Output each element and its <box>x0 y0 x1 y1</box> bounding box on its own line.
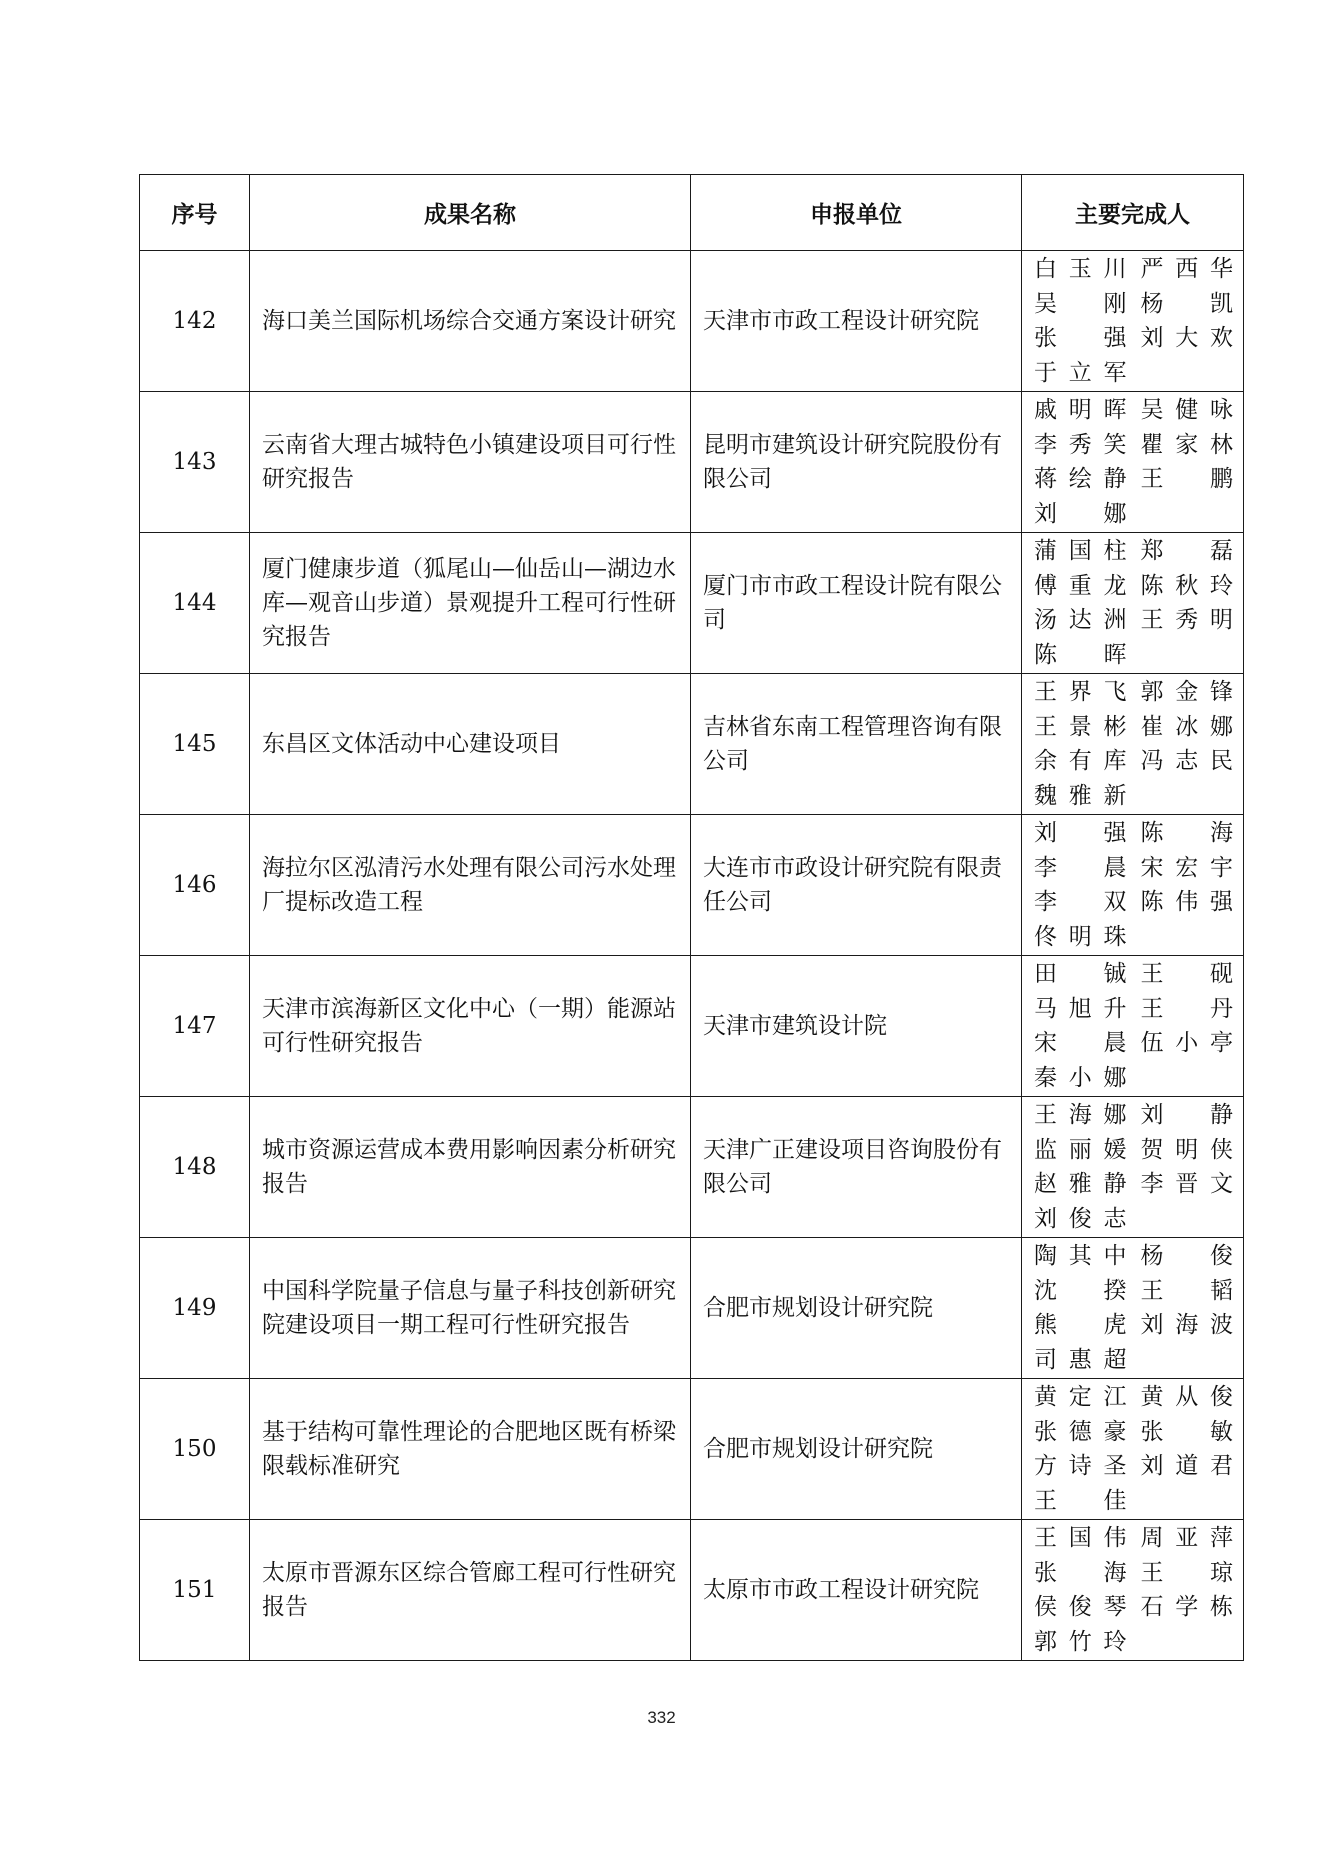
row-people <box>1022 1379 1244 1520</box>
person-name: 瞿家林 <box>1140 431 1233 458</box>
row-unit: 吉林省东南工程管理咨询有限公司 <box>691 674 1022 815</box>
person-name: 王砚 <box>1140 961 1233 987</box>
person-name: 李晋文 <box>1140 1171 1233 1197</box>
row-title: 太原市晋源东区综合管廊工程可行性研究报告 <box>250 1520 691 1661</box>
table-row <box>140 1379 1244 1520</box>
person-name: 刘强 <box>1034 820 1127 846</box>
table-row <box>140 1097 1244 1238</box>
people-list <box>1034 1521 1233 1659</box>
row-seq: 143 <box>140 392 250 533</box>
row-unit: 合肥市规划设计研究院 <box>691 1379 1022 1520</box>
row-unit: 天津市建筑设计院 <box>691 956 1022 1097</box>
person-name: 吴健咏 <box>1140 397 1233 423</box>
row-people <box>1022 1520 1244 1661</box>
people-list <box>1034 675 1233 813</box>
row-people <box>1022 674 1244 815</box>
person-name: 王佳 <box>1034 1487 1127 1514</box>
person-name: 傅重龙 <box>1034 572 1127 599</box>
people-list <box>1034 1380 1233 1518</box>
table-row <box>140 674 1244 815</box>
person-name: 李双 <box>1034 889 1127 915</box>
person-name: 李秀笑 <box>1034 431 1127 458</box>
row-unit: 太原市市政工程设计研究院 <box>691 1520 1022 1661</box>
header-row <box>140 175 1244 251</box>
people-list <box>1034 1239 1233 1377</box>
row-title: 城市资源运营成本费用影响因素分析研究报告 <box>250 1097 691 1238</box>
row-seq: 146 <box>140 815 250 956</box>
person-name: 郑磊 <box>1140 538 1233 564</box>
person-name: 宋宏宇 <box>1140 854 1233 881</box>
person-name: 杨俊 <box>1140 1243 1233 1269</box>
table-row <box>140 533 1244 674</box>
row-unit: 天津市市政工程设计研究院 <box>691 251 1022 392</box>
person-name: 刘娜 <box>1034 500 1127 527</box>
row-unit: 厦门市市政工程设计院有限公司 <box>691 533 1022 674</box>
row-people <box>1022 1097 1244 1238</box>
row-unit: 大连市市政设计研究院有限责任公司 <box>691 815 1022 956</box>
person-name: 刘大欢 <box>1140 325 1233 351</box>
table-row <box>140 392 1244 533</box>
person-name: 白玉川 <box>1034 256 1127 282</box>
person-name: 伍小亭 <box>1140 1030 1233 1056</box>
people-list <box>1034 957 1233 1095</box>
person-name: 刘静 <box>1140 1102 1233 1128</box>
row-seq: 145 <box>140 674 250 815</box>
person-name: 王海娜 <box>1034 1102 1127 1128</box>
person-name: 宋晨 <box>1034 1030 1127 1056</box>
row-title: 云南省大理古城特色小镇建设项目可行性研究报告 <box>250 392 691 533</box>
person-name: 张德豪 <box>1034 1418 1127 1445</box>
person-name: 于立军 <box>1034 359 1127 386</box>
row-unit: 昆明市建筑设计研究院股份有限公司 <box>691 392 1022 533</box>
person-name: 李晨 <box>1034 854 1127 881</box>
person-name: 田铖 <box>1034 961 1127 987</box>
person-name: 石学栋 <box>1140 1594 1233 1620</box>
row-title: 天津市滨海新区文化中心（一期）能源站可行性研究报告 <box>250 956 691 1097</box>
person-name: 戚明晖 <box>1034 397 1127 423</box>
person-name: 崔冰娜 <box>1140 713 1233 740</box>
person-name: 冯志民 <box>1140 748 1233 774</box>
row-seq: 150 <box>140 1379 250 1520</box>
row-title: 海拉尔区泓清污水处理有限公司污水处理厂提标改造工程 <box>250 815 691 956</box>
row-people <box>1022 251 1244 392</box>
people-list <box>1034 1098 1233 1236</box>
person-name: 侯俊琴 <box>1034 1594 1127 1620</box>
person-name: 张海 <box>1034 1559 1127 1586</box>
person-name: 赵雅静 <box>1034 1171 1127 1197</box>
person-name: 王琼 <box>1140 1559 1233 1586</box>
page-number: 332 <box>647 1708 676 1727</box>
person-name: 陈晖 <box>1034 641 1127 668</box>
person-name: 余有库 <box>1034 748 1127 774</box>
row-people <box>1022 1238 1244 1379</box>
row-title: 中国科学院量子信息与量子科技创新研究院建设项目一期工程可行性研究报告 <box>250 1238 691 1379</box>
person-name: 秦小娜 <box>1034 1064 1127 1091</box>
person-name: 贺明侠 <box>1140 1136 1233 1163</box>
person-name: 陈秋玲 <box>1140 572 1233 599</box>
person-name: 周亚萍 <box>1140 1525 1233 1551</box>
row-people <box>1022 392 1244 533</box>
table-header <box>140 175 1244 251</box>
header-unit: 申报单位 <box>691 175 1022 251</box>
person-name: 王丹 <box>1140 995 1233 1022</box>
row-unit: 合肥市规划设计研究院 <box>691 1238 1022 1379</box>
people-list <box>1034 252 1233 390</box>
person-name: 王国伟 <box>1034 1525 1127 1551</box>
person-name: 吴刚 <box>1034 290 1127 317</box>
person-name: 王秀明 <box>1140 607 1233 633</box>
row-seq: 151 <box>140 1520 250 1661</box>
row-seq: 147 <box>140 956 250 1097</box>
person-name: 王韬 <box>1140 1277 1233 1304</box>
person-name: 陈伟强 <box>1140 889 1233 915</box>
table-row <box>140 251 1244 392</box>
person-name: 刘海波 <box>1140 1312 1233 1338</box>
person-name: 方诗圣 <box>1034 1453 1127 1479</box>
row-people <box>1022 533 1244 674</box>
person-name: 陶其中 <box>1034 1243 1127 1269</box>
person-name: 魏雅新 <box>1034 782 1127 809</box>
person-name: 张强 <box>1034 325 1127 351</box>
person-name: 严西华 <box>1140 256 1233 282</box>
header-title: 成果名称 <box>250 175 691 251</box>
person-name: 沈揆 <box>1034 1277 1127 1304</box>
person-name: 陈海 <box>1140 820 1233 846</box>
person-name: 马旭升 <box>1034 995 1127 1022</box>
awards-table <box>139 174 1244 1661</box>
person-name: 王界飞 <box>1034 679 1127 705</box>
row-unit: 天津广正建设项目咨询股份有限公司 <box>691 1097 1022 1238</box>
row-seq: 142 <box>140 251 250 392</box>
row-people <box>1022 815 1244 956</box>
row-title: 东昌区文体活动中心建设项目 <box>250 674 691 815</box>
row-seq: 148 <box>140 1097 250 1238</box>
person-name: 司惠超 <box>1034 1346 1127 1373</box>
row-seq: 144 <box>140 533 250 674</box>
person-name: 王景彬 <box>1034 713 1127 740</box>
person-name: 杨凯 <box>1140 290 1233 317</box>
table-row <box>140 1520 1244 1661</box>
people-list <box>1034 393 1233 531</box>
person-name: 汤达洲 <box>1034 607 1127 633</box>
person-name: 监丽媛 <box>1034 1136 1127 1163</box>
person-name: 蒋绘静 <box>1034 466 1127 492</box>
person-name: 黄定江 <box>1034 1384 1127 1410</box>
people-list <box>1034 816 1233 954</box>
person-name: 黄从俊 <box>1140 1384 1233 1410</box>
person-name: 刘俊志 <box>1034 1205 1127 1232</box>
row-title: 基于结构可靠性理论的合肥地区既有桥梁限载标准研究 <box>250 1379 691 1520</box>
row-title: 海口美兰国际机场综合交通方案设计研究 <box>250 251 691 392</box>
person-name: 郭金锋 <box>1140 679 1233 705</box>
row-seq: 149 <box>140 1238 250 1379</box>
person-name: 蒲国柱 <box>1034 538 1127 564</box>
person-name: 王鹏 <box>1140 466 1233 492</box>
table-body <box>140 251 1244 1661</box>
row-title: 厦门健康步道（狐尾山—仙岳山—湖边水库—观音山步道）景观提升工程可行性研究报告 <box>250 533 691 674</box>
table-row <box>140 1238 1244 1379</box>
header-seq: 序号 <box>140 175 250 251</box>
person-name: 熊虎 <box>1034 1312 1127 1338</box>
table-row <box>140 956 1244 1097</box>
person-name: 郭竹玲 <box>1034 1628 1127 1655</box>
header-people: 主要完成人 <box>1022 175 1244 251</box>
table-row <box>140 815 1244 956</box>
row-people <box>1022 956 1244 1097</box>
people-list <box>1034 534 1233 672</box>
person-name: 佟明珠 <box>1034 923 1127 950</box>
person-name: 刘道君 <box>1140 1453 1233 1479</box>
person-name: 张敏 <box>1140 1418 1233 1445</box>
